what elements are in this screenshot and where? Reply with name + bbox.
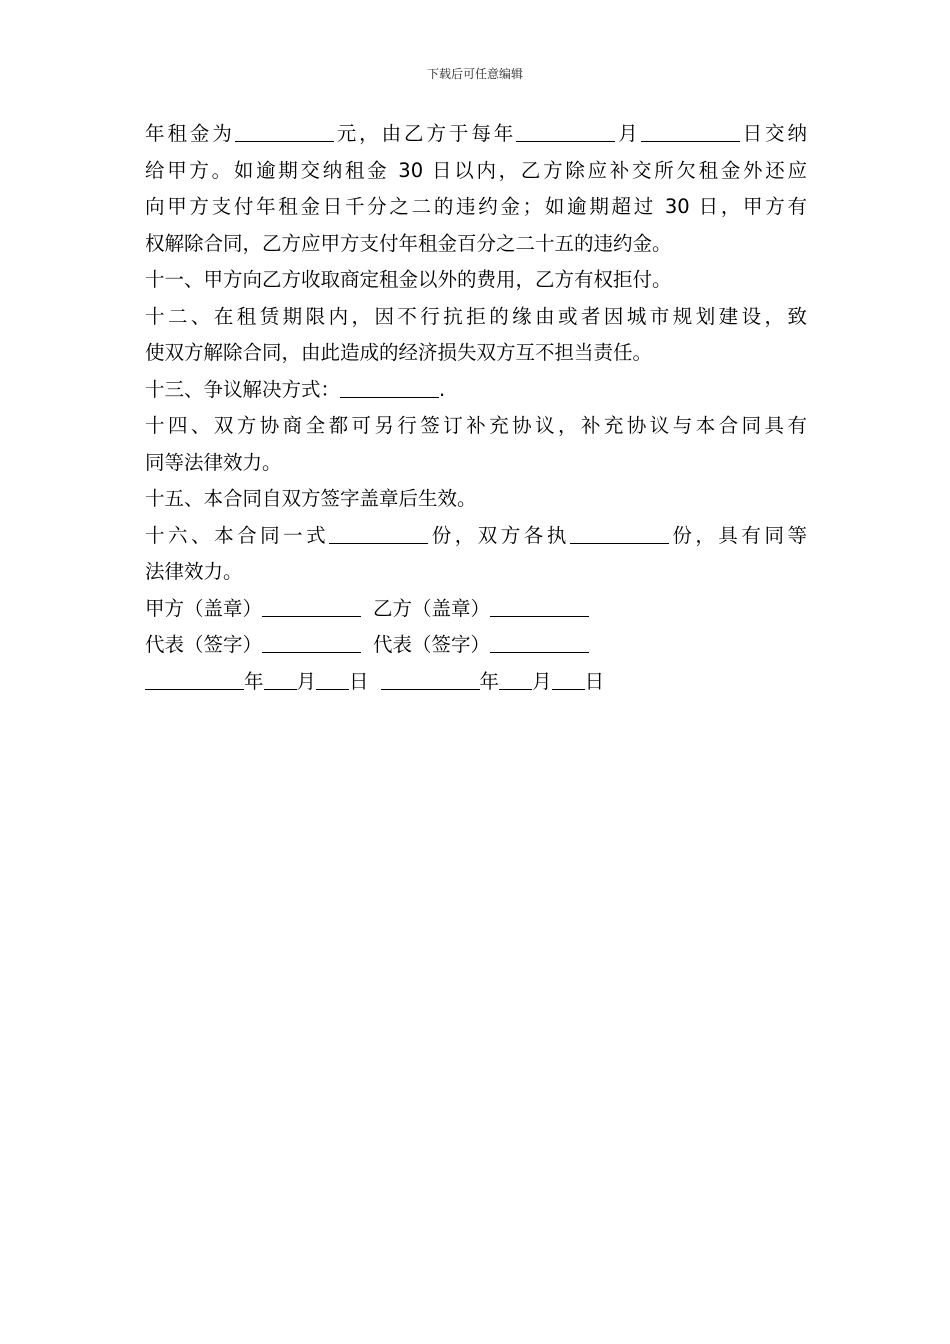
blank-party-b-signature — [490, 629, 589, 653]
text: 十三、争议解决方式： — [145, 377, 341, 401]
clause-15: 十五、本合同自双方签字盖章后生效。 — [145, 487, 477, 510]
blank-month-a — [264, 666, 297, 690]
blank-copies-each — [570, 520, 669, 544]
blank-day-a — [316, 666, 349, 690]
blank-party-b-seal — [490, 593, 589, 617]
blank-copies-total — [329, 520, 428, 544]
day-label: 日 — [349, 669, 369, 693]
party-b-seal-label: 乙方（盖章） — [373, 596, 491, 620]
blank-party-a-seal — [262, 593, 361, 617]
party-b-rep-label: 代表（签字） — [373, 633, 491, 656]
paragraph-rent-line-1 — [145, 116, 807, 153]
clause-16-line-1 — [145, 518, 807, 555]
year-label: 年 — [479, 669, 500, 693]
party-a-rep-label: 代表（签字） — [145, 633, 263, 656]
month-label: 月 — [532, 669, 552, 693]
blank-year-b — [381, 666, 480, 690]
text: 月 — [615, 122, 641, 145]
blank-rent-amount — [235, 118, 334, 142]
clause-16-line-2: 法律效力。 — [145, 560, 243, 583]
clause-12-line-1: 十二、在租赁期限内，因不行抗拒的缘由或者因城市规划建设，致 — [145, 304, 807, 328]
blank-party-a-signature — [262, 629, 361, 653]
blank-dispute-method — [340, 374, 439, 398]
paragraph-rent-line-3: 向甲方支付年租金日千分之二的违约金；如逾期超过 30 日，甲方有 — [145, 195, 807, 218]
text: 份，具有同等 — [668, 523, 807, 547]
signature-line — [145, 627, 807, 664]
page-header: 下载后可任意编辑 — [426, 67, 523, 81]
clause-14-line-1: 十四、双方协商全都可另行签订补充协议，补充协议与本合同具有 — [145, 414, 807, 437]
date-line — [145, 664, 807, 701]
text: 日交纳 — [739, 122, 807, 145]
clause-12-line-2: 使双方解除合同，由此造成的经济损失双方互不担当责任。 — [145, 341, 653, 364]
paragraph-rent-line-4: 权解除合同，乙方应甲方支付年租金百分之二十五的违约金。 — [145, 231, 672, 255]
text: 十六、本合同一式 — [145, 523, 330, 547]
party-a-seal-label: 甲方（盖章） — [145, 596, 263, 620]
text: 年租金为 — [145, 122, 235, 145]
seal-line — [145, 591, 807, 628]
blank-day-b — [552, 666, 585, 690]
blank-pay-month — [516, 118, 615, 142]
month-label: 月 — [296, 669, 317, 693]
year-label: 年 — [244, 669, 264, 693]
text: . — [439, 377, 446, 401]
text: 元，由乙方于每年 — [333, 122, 517, 145]
blank-pay-day — [641, 118, 740, 142]
clause-13 — [145, 372, 807, 409]
clause-14-line-2: 同等法律效力。 — [145, 450, 282, 474]
contract-body — [145, 116, 807, 700]
text: 份，双方各执 — [428, 523, 570, 547]
blank-year-a — [145, 666, 244, 690]
day-label: 日 — [584, 669, 605, 693]
paragraph-rent-line-2: 给甲方。如逾期交纳租金 30 日以内，乙方除应补交所欠租金外还应 — [145, 158, 807, 182]
clause-11: 十一、甲方向乙方收取商定租金以外的费用，乙方有权拒付。 — [145, 268, 672, 291]
blank-month-b — [499, 666, 532, 690]
